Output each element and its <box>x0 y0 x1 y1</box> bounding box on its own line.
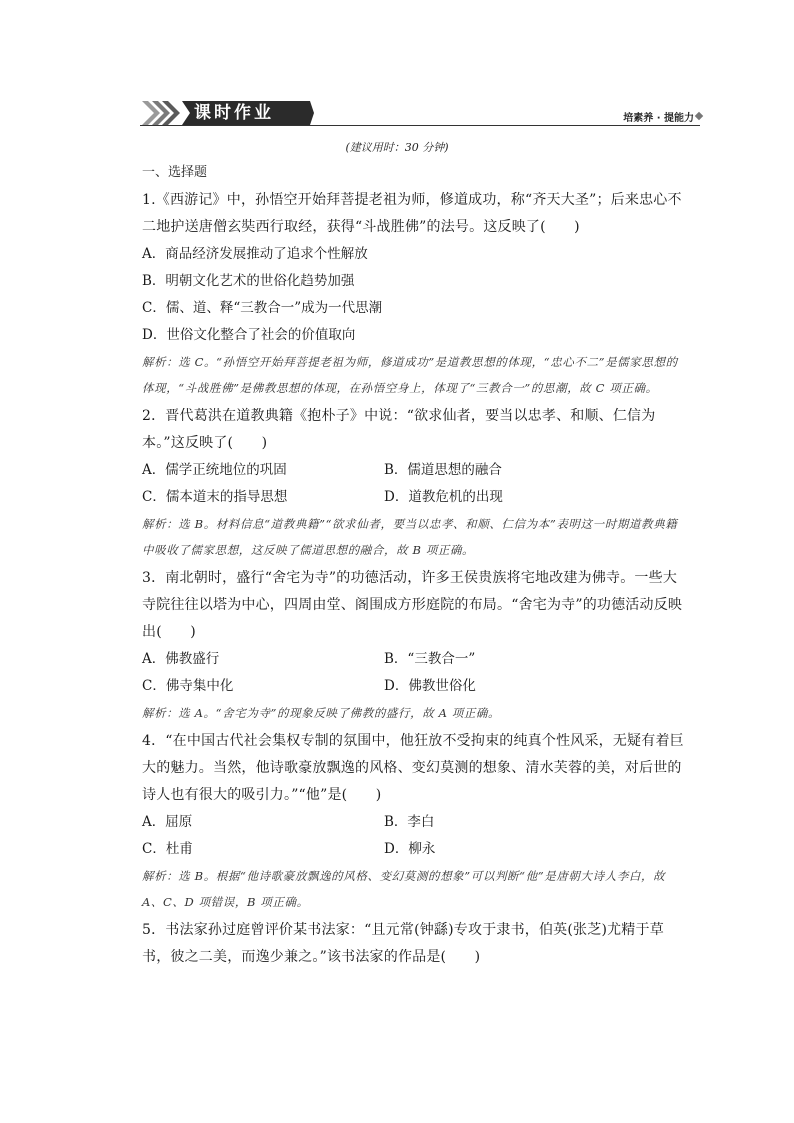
question-stem: 3．南北朝时，盛行“舍宅为寺”的功德活动，许多王侯贵族将宅地改建为佛寺。一些大寺院往往以塔为中心，四周由堂、阁围成方形庭院的布局。“舍宅为寺”的功德活动反映出( ) <box>142 570 683 640</box>
question-stem: 5．书法家孙过庭曾评价某书法家：“且元常(钟繇)专攻于隶书，伯英(张芝)尤精于草书，彼之二美，而逸少兼之。”该书法家的作品是( ) <box>142 922 664 965</box>
option-c: C．佛寺集中化 <box>142 678 234 694</box>
question-3 <box>142 565 684 726</box>
option-row <box>142 836 684 863</box>
question-stem: 1.《西游记》中，孙悟空开始拜菩提老祖为师，修道成功，称“齐天大圣”；后来忠心不二地护送唐僧玄奘西行取经，获得“斗战胜佛”的法号。这反映了( ) <box>142 192 682 235</box>
answer-analysis: 解析：选 B。根据“他诗歌豪放飘逸的风格、变幻莫测的想象”可以判断“他”是唐朝大诗人李白，故 A、C、D 项错误，B 项正确。 <box>142 869 666 909</box>
option-row <box>142 809 684 836</box>
question-2 <box>142 403 684 563</box>
header-tagline: 培素养 · 提能力 <box>623 113 694 124</box>
option-a: A．儒学正统地位的巩固 <box>142 462 287 478</box>
option-a: A．佛教盛行 <box>142 651 220 667</box>
page-header <box>140 100 700 128</box>
diamond-icon <box>695 112 703 120</box>
question-4 <box>142 728 684 915</box>
answer-analysis: 解析：选 A。“舍宅为寺”的现象反映了佛教的盛行，故 A 项正确。 <box>142 706 501 720</box>
option-b: B．李白 <box>384 814 435 830</box>
time-note: (建议用时：30 分钟) <box>345 141 449 154</box>
answer-analysis: 解析：选 B。材料信息“道教典籍”“欲求仙者，要当以忠孝、和顺、仁信为本”表明这一时期道教典籍中吸收了儒家思想，这反映了儒道思想的融合，故 B 项正确。 <box>142 517 678 557</box>
option-a: A．屈原 <box>142 814 193 830</box>
option-d: D．柳永 <box>384 841 436 857</box>
option-b: B．明朝文化艺术的世俗化趋势加强 <box>142 273 355 289</box>
section-banner <box>140 100 315 126</box>
option-c: C．儒、道、释“三教合一”成为一代思潮 <box>142 300 383 316</box>
option-d: D．道教危机的出现 <box>384 489 503 505</box>
question-5 <box>142 917 684 971</box>
option-c: C．儒本道末的指导思想 <box>142 489 288 505</box>
option-row <box>142 673 684 700</box>
option-d: D．世俗文化整合了社会的价值取向 <box>142 327 356 343</box>
header-rule <box>140 125 700 126</box>
content <box>142 163 684 973</box>
option-d: D．佛教世俗化 <box>384 678 476 694</box>
question-stem: 4．“在中国古代社会集权专制的氛围中，他狂放不受拘束的纯真个性风采，无疑有着巨大的魅力。当然，他诗歌豪放飘逸的风格、变幻莫测的想象、清水芙蓉的美，对后世的诗人也有很大的吸引力。”“他”是( ) <box>142 733 684 803</box>
answer-analysis: 解析：选 C。“孙悟空开始拜菩提老祖为师，修道成功”是道教思想的体现，“忠心不二”是儒家思想的体现，“斗战胜佛”是佛教思想的体现，在孙悟空身上，体现了“三教合一”的思潮，故 C 项正确。 <box>142 355 678 395</box>
option-row <box>142 646 684 673</box>
option-b: B．儒道思想的融合 <box>384 462 502 478</box>
option-a: A．商品经济发展推动了追求个性解放 <box>142 246 368 262</box>
section-title: 一、选择题 <box>142 165 208 180</box>
question-stem: 2．晋代葛洪在道教典籍《抱朴子》中说：“欲求仙者，要当以忠孝、和顺、仁信为本。”这反映了( ) <box>142 408 656 451</box>
option-row <box>142 457 684 484</box>
banner-title: 课时作业 <box>194 103 274 123</box>
option-row <box>142 484 684 511</box>
option-c: C．杜甫 <box>142 841 193 857</box>
question-1 <box>142 187 684 401</box>
option-b: B．“三教合一” <box>384 651 476 667</box>
